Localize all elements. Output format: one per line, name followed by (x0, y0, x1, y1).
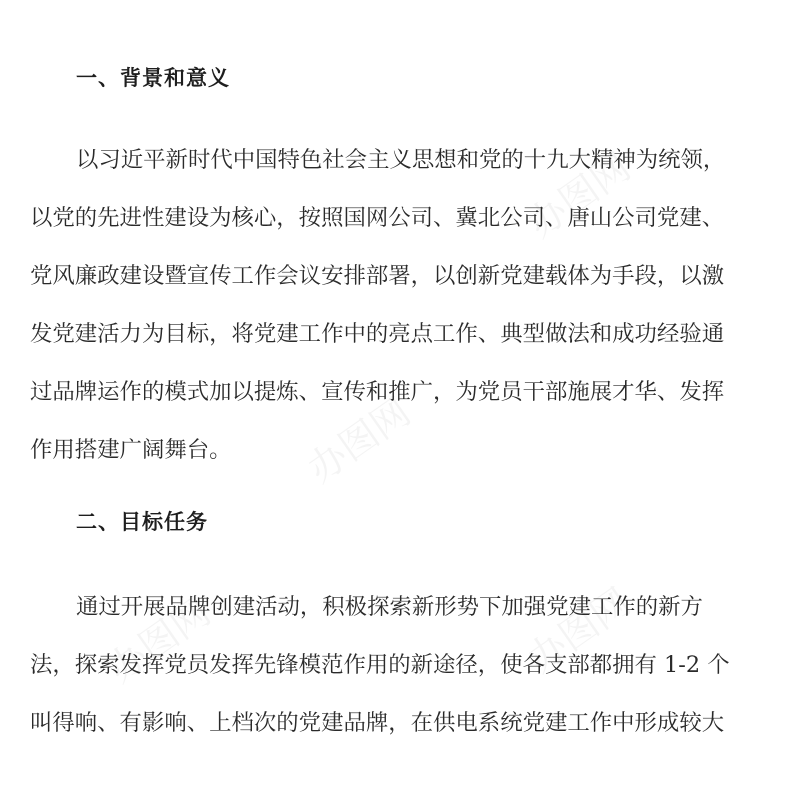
paragraph-line: 作用搭建广阔舞台。 (30, 437, 232, 463)
watermark: 办图网 (299, 389, 419, 492)
paragraph-goals (30, 578, 772, 752)
paragraph-line: 党风廉政建设暨宣传工作会议安排部署，以创新党建载体为手段，以激 (30, 263, 725, 289)
paragraph-line: 以习近平新时代中国特色社会主义思想和党的十九大精神为统领， (76, 147, 726, 173)
watermark: 办图网 (99, 589, 219, 692)
paragraph-line: 以党的先进性建设为核心，按照国网公司、冀北公司、唐山公司党建、 (30, 205, 725, 231)
section-heading-background: 一、背景和意义 (76, 66, 230, 90)
paragraph-background (30, 131, 772, 479)
paragraph-line: 发党建活力为目标，将党建工作中的亮点工作、典型做法和成功经验通 (30, 321, 725, 347)
section-heading-goals: 二、目标任务 (76, 510, 208, 534)
paragraph-line: 法，探索发挥党员发挥先锋模范作用的新途径，使各支部都拥有 1-2 个 (30, 652, 730, 678)
paragraph-line: 叫得响、有影响、上档次的党建品牌，在供电系统党建工作中形成较大 (30, 710, 725, 736)
paragraph-line: 通过开展品牌创建活动，积极探索新形势下加强党建工作的新方 (76, 594, 703, 620)
watermark: 办图网 (519, 579, 639, 682)
paragraph-line: 过品牌运作的模式加以提炼、宣传和推广，为党员干部施展才华、发挥 (30, 379, 725, 405)
watermark: 办图网 (519, 144, 639, 247)
